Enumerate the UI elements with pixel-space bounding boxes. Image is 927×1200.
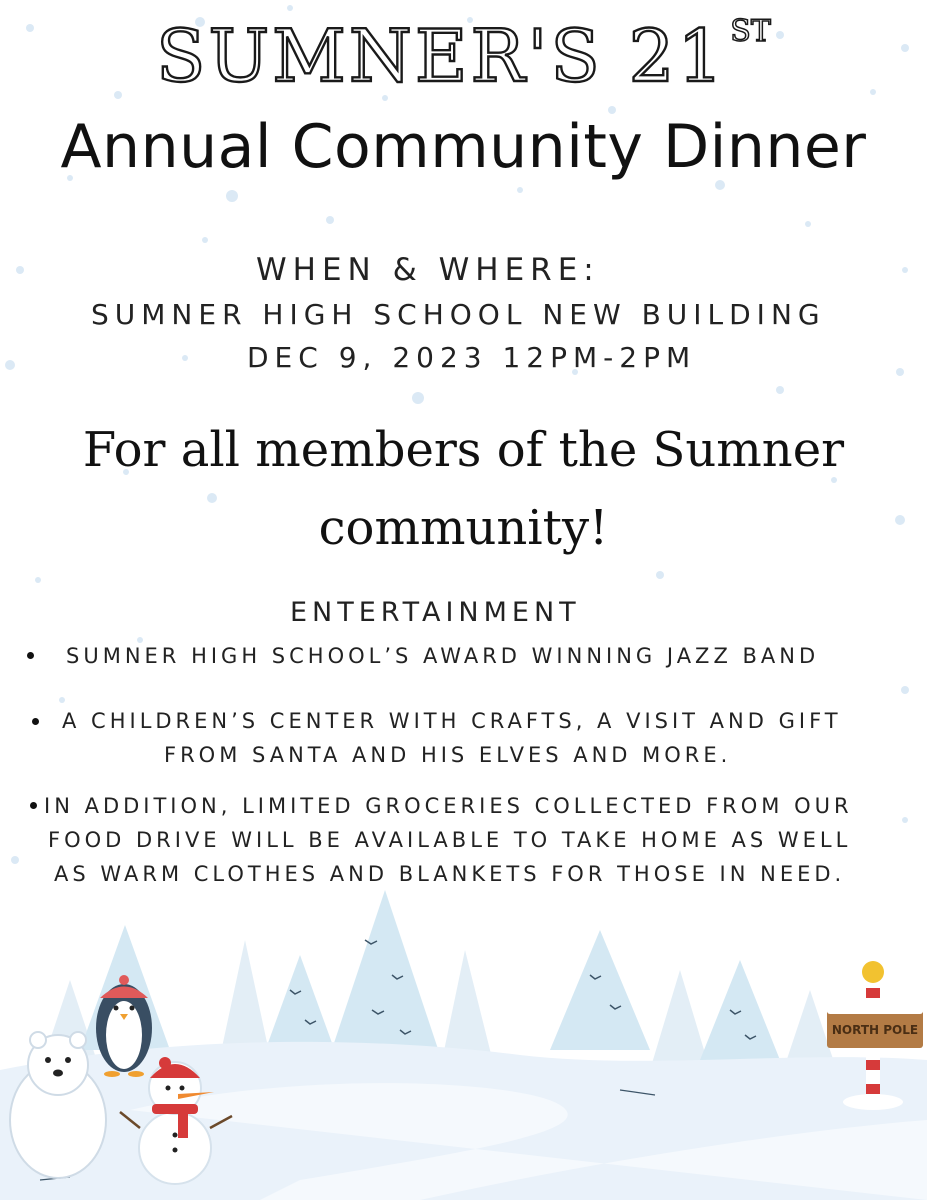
title-subheading: Annual Community Dinner — [60, 112, 867, 182]
entertainment-heading: ENTERTAINMENT — [290, 597, 581, 628]
winter-scene-illustration — [0, 880, 927, 1200]
list-item-line: IN ADDITION, LIMITED GROCERIES COLLECTED FROM OUR — [44, 794, 853, 818]
bullet-icon — [27, 652, 34, 659]
list-item-line: FROM SANTA AND HIS ELVES AND MORE. — [164, 743, 732, 767]
list-item-line: FOOD DRIVE WILL BE AVAILABLE TO TAKE HOME AS WELL — [48, 828, 852, 852]
title-heading — [0, 14, 927, 98]
title-superscript: ST — [730, 14, 771, 49]
north-pole-sign-label: NORTH POLE — [831, 1023, 919, 1037]
list-item-line: AS WARM CLOTHES AND BLANKETS FOR THOSE IN NEED. — [54, 862, 846, 886]
title-line1: SUMNER'S 21 — [156, 14, 727, 98]
event-location: SUMNER HIGH SCHOOL NEW BUILDING — [91, 298, 826, 331]
slogan-line2: community! — [318, 500, 609, 556]
bullet-icon — [30, 802, 37, 809]
slogan-line1: For all members of the Sumner — [82, 422, 845, 478]
list-item-line: SUMNER HIGH SCHOOL’S AWARD WINNING JAZZ BAND — [66, 644, 820, 668]
list-item-line: A CHILDREN’S CENTER WITH CRAFTS, A VISIT AND GIFT — [62, 709, 842, 733]
event-datetime: DEC 9, 2023 12PM-2PM — [247, 341, 697, 374]
bullet-icon — [32, 718, 39, 725]
when-where-heading: WHEN & WHERE: — [256, 252, 600, 288]
